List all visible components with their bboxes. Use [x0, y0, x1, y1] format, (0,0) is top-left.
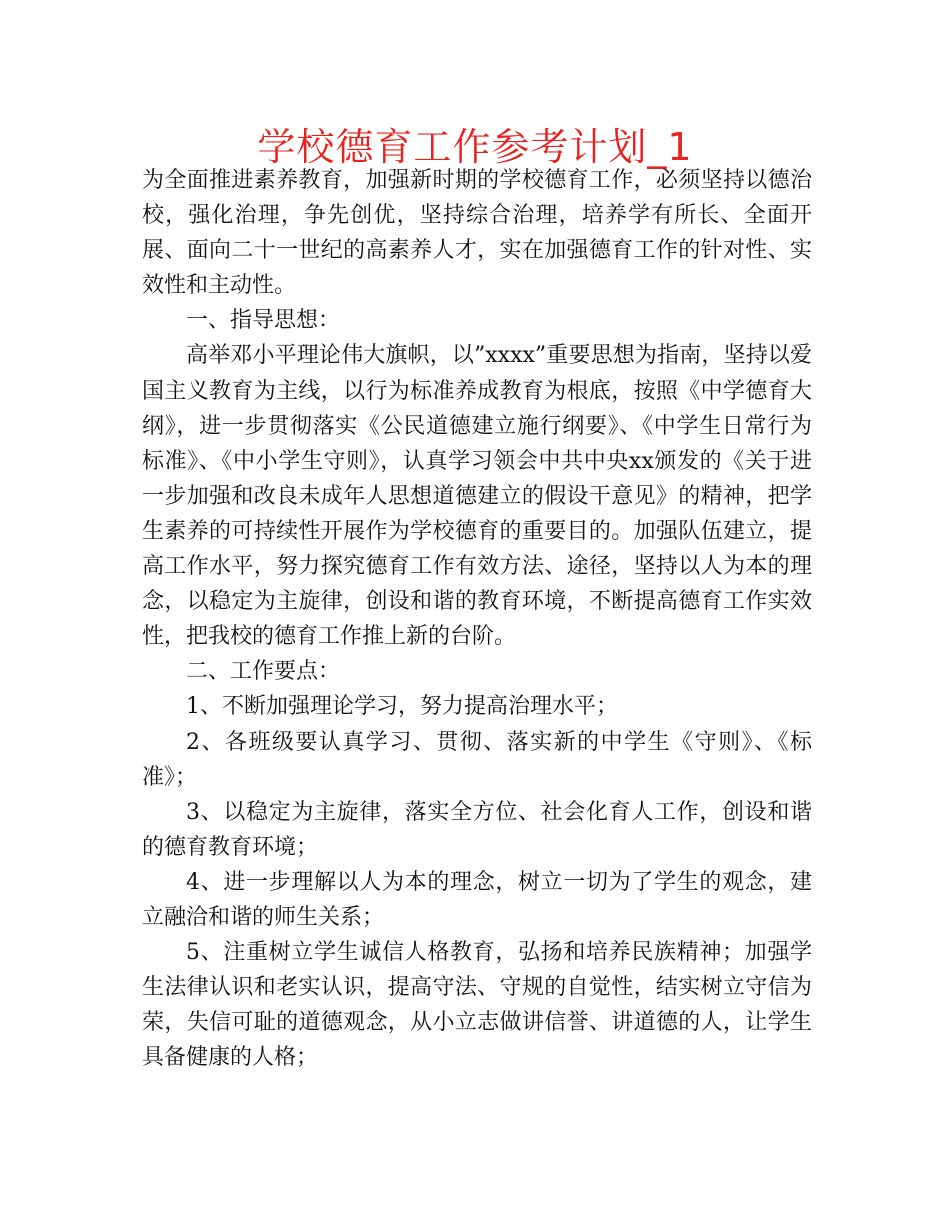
section-heading-work-points: 二、工作要点：	[186, 659, 341, 685]
list-item-work-point-2: 2、各班级要认真学习、贯彻、落实新的中学生《守则》、《标准》；	[142, 729, 812, 790]
list-item-work-point-1: 1、不断加强理论学习，努力提高治理水平；	[186, 694, 618, 720]
paragraph-guiding-thought: 高举邓小平理论伟大旗帜，以”xxxx”重要思想为指南，坚持以爱国主义教育为主线，以行为标准养成教育为根底，按照《中学德育大纲》，进一步贯彻落实《公民道德建立施行纲要》、《中学生日常行为标准》、《中小学生守则》，认真学习领会中共中央xx颁发的《关于进一步加强和改良未成年人思想道德建立的假设干意见》的精神，把学生素养的可持续性开展作为学校德育的重要目的。加强队伍建立，提高工作水平，努力探究德育工作有效方法、途径，坚持以人为本的理念，以稳定为主旋律，创设和谐的教育环境，不断提高德育工作实效性，把我校的德育工作推上新的台阶。	[142, 343, 812, 650]
section-heading-guiding-thought: 一、指导思想：	[186, 308, 341, 334]
paragraph-intro: 为全面推进素养教育，加强新时期的学校德育工作，必须坚持以德治校，强化治理，争先创优，坚持综合治理，培养学有所长、全面开展、面向二十一世纪的高素养人才，实在加强德育工作的针对性、实效性和主动性。	[142, 168, 812, 299]
list-item-work-point-3: 3、以稳定为主旋律，落实全方位、社会化育人工作，创设和谐的德育教育环境；	[142, 799, 812, 860]
document-body	[142, 163, 812, 1075]
list-item-work-point-4: 4、进一步理解以人为本的理念，树立一切为了学生的观念，建立融洽和谐的师生关系；	[142, 869, 812, 930]
list-item-work-point-5: 5、注重树立学生诚信人格教育，弘扬和培养民族精神；加强学生法律认识和老实认识，提高守法、守规的自觉性，结实树立守信为荣，失信可耻的道德观念，从小立志做讲信誉、讲道德的人，让学生具备健康的人格；	[142, 940, 812, 1071]
document-title: 学校德育工作参考计划_1	[257, 125, 693, 169]
